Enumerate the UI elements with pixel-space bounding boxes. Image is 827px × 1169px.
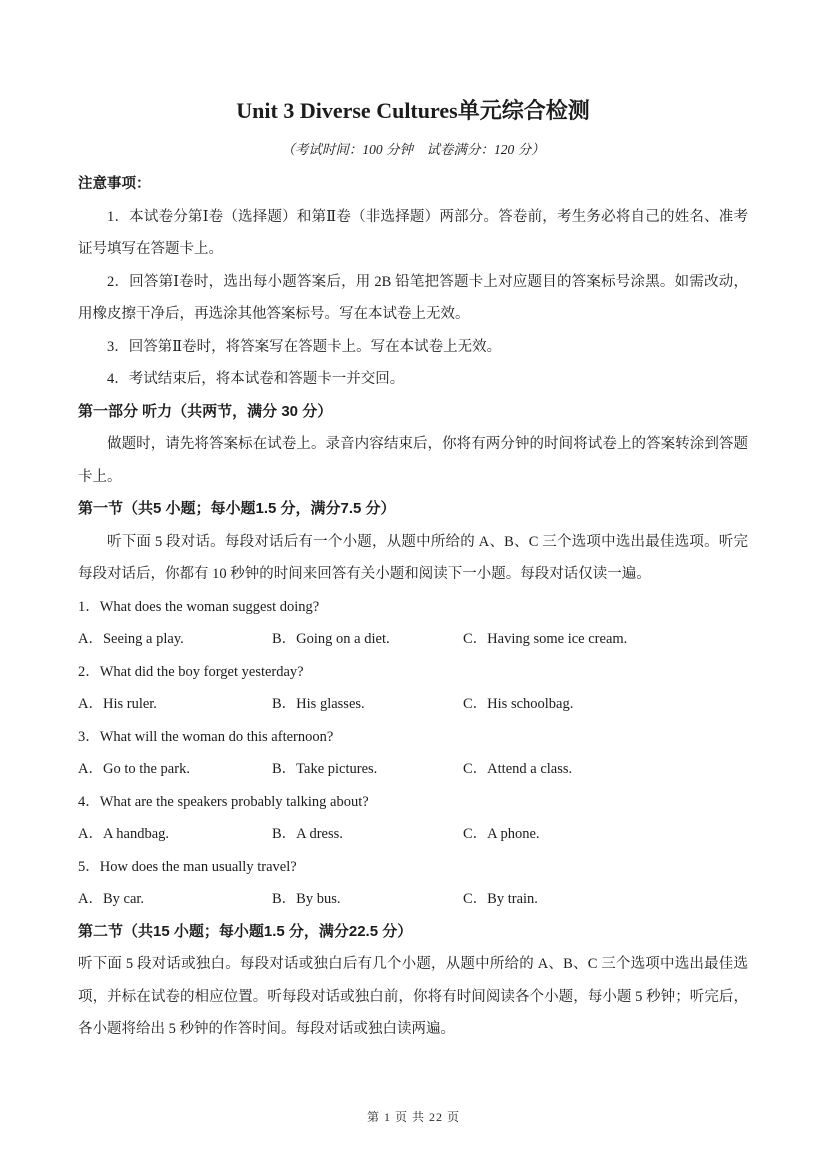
question-2	[78, 656, 748, 721]
section1-heading: 第一节（共5 小题；每小题1.5 分，满分7.5 分）	[78, 500, 396, 517]
question-5	[78, 851, 748, 916]
section1-intro: 听下面 5 段对话。每段对话后有一个小题，从题中所给的 A、B、C 三个选项中选出最佳选项。听完每段对话后，你都有 10 秒钟的时间来回答有关小题和阅读下一小题。每段对话仅读一遍。	[78, 533, 748, 582]
part1-heading: 第一部分 听力（共两节，满分 30 分）	[78, 402, 333, 420]
question-2-text: 2．What did the boy forget yesterday?	[78, 663, 304, 680]
section2-heading: 第二节（共15 小题；每小题1.5 分，满分22.5 分）	[78, 922, 413, 940]
question-4-options	[78, 818, 748, 851]
question-2-option-a: A．His ruler.	[78, 696, 157, 712]
question-4-option-b: B．A dress.	[272, 826, 343, 842]
question-2-option-c: C．His schoolbag.	[463, 696, 574, 712]
question-3-text: 3．What will the woman do this afternoon?	[78, 728, 334, 745]
notices-label: 注意事项：	[78, 176, 151, 192]
question-2-options	[78, 688, 748, 721]
page-number-footer: 第 1 页 共 22 页	[366, 1110, 460, 1124]
question-1-text: 1．What does the woman suggest doing?	[78, 598, 320, 615]
question-4	[78, 786, 748, 851]
notice-item-4: 4．考试结束后，将本试卷和答题卡一并交回。	[107, 371, 405, 387]
question-5-option-b: B．By bus.	[272, 891, 341, 907]
part1-intro: 做题时，请先将答案标在试卷上。录音内容结束后，你将有两分钟的时间将试卷上的答案转涂到答题卡上。	[78, 436, 748, 485]
question-3-option-b: B．Take pictures.	[272, 761, 378, 777]
exam-time-score-subtitle: （考试时间：100 分钟 试卷满分：120 分）	[281, 142, 545, 157]
question-3-option-c: C．Attend a class.	[463, 761, 573, 777]
question-5-options	[78, 883, 748, 916]
notice-item-1: 1．本试卷分第Ⅰ卷（选择题）和第Ⅱ卷（非选择题）两部分。答卷前，考生务必将自己的姓名、准考证号填写在答题卡上。	[78, 208, 748, 257]
question-1-option-c: C．Having some ice cream.	[463, 631, 628, 647]
question-3	[78, 721, 748, 786]
page-title: Unit 3 Diverse Cultures单元综合检测	[236, 98, 590, 123]
notice-item-3: 3．回答第Ⅱ卷时，将答案写在答题卡上。写在本试卷上无效。	[107, 338, 502, 355]
question-3-option-a: A．Go to the park.	[78, 761, 190, 777]
notice-item-2: 2．回答第Ⅰ卷时，选出每小题答案后，用 2B 铅笔把答题卡上对应题目的答案标号涂黑。如需改动，用橡皮擦干净后，再选涂其他答案标号。写在本试卷上无效。	[78, 273, 748, 322]
question-5-text: 5．How does the man usually travel?	[78, 858, 297, 875]
question-1-option-a: A．Seeing a play.	[78, 631, 184, 647]
section2-intro: 听下面 5 段对话或独白。每段对话或独白后有几个小题，从题中所给的 A、B、C 三个选项中选出最佳选项，并标在试卷的相应位置。听每段对话或独白前，你将有时间阅读各个小题，每小题 5 秒钟；听完后，各小题将给出 5 秒钟的作答时间。每段对话或独白读两遍。	[78, 956, 748, 1037]
question-2-option-b: B．His glasses.	[272, 696, 365, 712]
question-1	[78, 591, 748, 656]
question-5-option-a: A．By car.	[78, 891, 145, 907]
question-4-text: 4．What are the speakers probably talking about?	[78, 793, 369, 810]
question-5-option-c: C．By train.	[463, 891, 538, 907]
question-3-options	[78, 753, 748, 786]
document-body	[78, 168, 748, 1046]
question-1-options	[78, 623, 748, 656]
question-4-option-c: C．A phone.	[463, 826, 540, 842]
question-1-option-b: B．Going on a diet.	[272, 631, 390, 647]
question-4-option-a: A．A handbag.	[78, 826, 170, 842]
